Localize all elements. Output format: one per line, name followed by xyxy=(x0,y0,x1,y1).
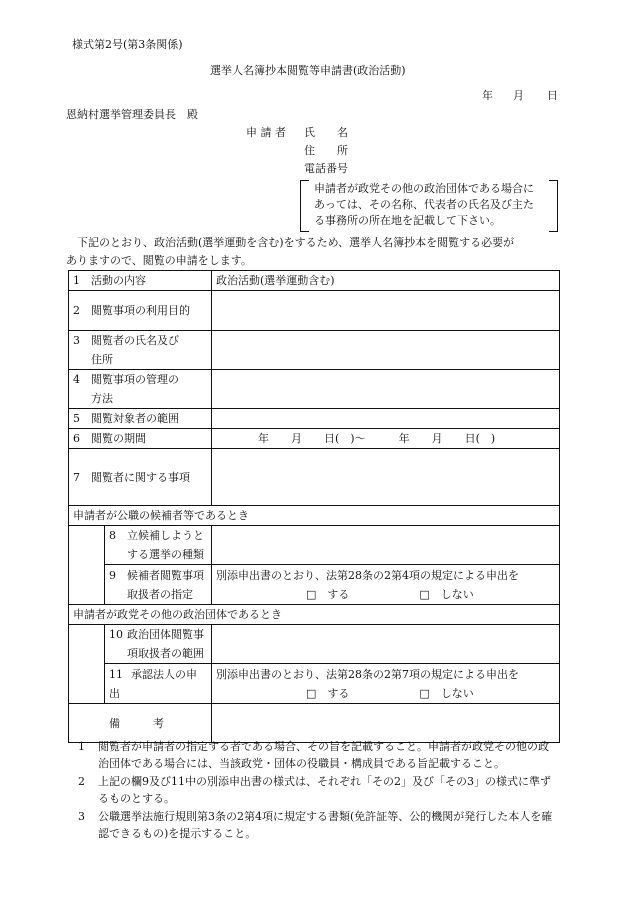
management-method-field[interactable] xyxy=(212,370,560,409)
intro-line-1: 下記のとおり、政治活動(選挙運動を含む)をするため、選挙人名簿抄本を閲覧する必要が xyxy=(66,236,515,249)
table-row xyxy=(69,664,560,704)
table-row xyxy=(69,565,560,605)
row4-label xyxy=(69,370,212,409)
row-number: 9 xyxy=(109,568,116,582)
bracket-line: る事務所の所在地を記載して下さい。 xyxy=(314,214,501,227)
note-number: 3 xyxy=(78,810,85,823)
note-text: 閲覧者が申請者の指定する者である場合、その旨を記載すること。申請者が政党その他の政治団体である場合には、当該政党・団体の役職員・構成員である旨記載すること。 xyxy=(98,740,549,770)
application-table xyxy=(68,270,560,743)
row-number: 11 xyxy=(109,667,123,681)
row-label-text: 承認法人の申出 xyxy=(109,667,197,700)
note-item xyxy=(78,808,558,842)
election-type-field[interactable] xyxy=(212,526,560,565)
purpose-field[interactable] xyxy=(212,291,560,331)
row-number: 2 xyxy=(73,304,80,317)
table-row xyxy=(69,409,560,429)
row1-label xyxy=(69,271,212,291)
checkbox-no[interactable]: □ しない xyxy=(419,686,474,700)
applicant-label: 申 請 者 xyxy=(246,126,286,139)
applicant-phone-label: 電話番号 xyxy=(304,162,348,175)
instruction-bracket xyxy=(300,180,558,232)
request-statement: 別添申出書のとおり、法第28条の2第4項の規定による申出を xyxy=(216,568,519,582)
row-number: 5 xyxy=(73,412,80,425)
table-row xyxy=(69,271,560,291)
note-item xyxy=(78,773,558,807)
row-number: 4 xyxy=(73,373,80,386)
checkbox-yes[interactable]: □ する xyxy=(306,686,350,700)
date-day: 日 xyxy=(547,89,558,102)
row-label-text: 閲覧事項の利用目的 xyxy=(91,304,190,317)
remarks-field[interactable] xyxy=(212,704,560,743)
row11-label xyxy=(105,664,212,704)
row-label-text: 立候補しようと xyxy=(127,529,204,542)
indent-cell xyxy=(69,565,105,605)
party-handler-scope-field[interactable] xyxy=(212,625,560,664)
row9-label xyxy=(105,565,212,605)
row-label-text: 閲覧対象者の範囲 xyxy=(91,412,179,425)
indent-cell xyxy=(69,526,105,565)
row2-label xyxy=(69,291,212,331)
bracket-line: あっては、その名称、代表者の氏名及び主た xyxy=(314,198,534,211)
candidate-handler-field xyxy=(212,565,560,605)
checkbox-yes[interactable]: □ する xyxy=(306,587,350,601)
remarks-label: 備 考 xyxy=(69,704,212,743)
row-label-text: 取扱者の指定 xyxy=(127,587,193,601)
viewer-matters-field[interactable] xyxy=(212,449,560,506)
row-number: 7 xyxy=(73,470,80,484)
indent-cell xyxy=(69,664,105,704)
note-number: 2 xyxy=(78,775,85,788)
table-row xyxy=(69,506,560,526)
intro-line-2: ありますので、閲覧の申請をします。 xyxy=(66,254,252,267)
row-number: 6 xyxy=(73,432,80,445)
table-row xyxy=(69,526,560,565)
bracket-line: 申請者が政党その他の政治団体である場合に xyxy=(314,182,534,195)
request-statement: 別添申出書のとおり、法第28条の2第7項の規定による申出を xyxy=(216,667,519,681)
row-label-text: 閲覧者の氏名及び xyxy=(91,334,179,347)
row-label-text: 項取扱者の範囲 xyxy=(127,647,204,660)
indent-cell xyxy=(69,625,105,664)
applicant-address-label: 住 所 xyxy=(304,144,348,157)
checkbox-no[interactable]: □ しない xyxy=(419,587,474,601)
section-party-header: 申請者が政党その他の政治団体であるとき xyxy=(69,605,560,625)
row-number: 3 xyxy=(73,334,80,347)
target-scope-field[interactable] xyxy=(212,409,560,429)
row-label-text: する選挙の種類 xyxy=(127,548,204,561)
table-row xyxy=(69,291,560,331)
row-label-text: 候補者閲覧事項 xyxy=(127,568,204,582)
bracket-left xyxy=(300,180,309,232)
notes xyxy=(78,738,558,843)
date-month: 月 xyxy=(513,89,524,102)
row7-label xyxy=(69,449,212,506)
row-label-text: 閲覧の期間 xyxy=(91,432,146,445)
form-title: 選挙人名簿抄本閲覧等申請書(政治活動) xyxy=(210,64,406,77)
row6-label xyxy=(69,429,212,449)
table-row xyxy=(69,331,560,370)
row-number: 1 xyxy=(73,274,80,287)
row10-label xyxy=(105,625,212,664)
row-label-text: 閲覧者に関する事項 xyxy=(91,470,190,484)
row-label-text: 政治団体閲覧事 xyxy=(127,628,204,641)
row-number: 8 xyxy=(109,529,116,542)
note-text: 上記の欄9及び11中の別添申出書の様式は、それぞれ「その2」及び「その3」の様式に準ずるものとする。 xyxy=(98,775,551,805)
table-row xyxy=(69,704,560,743)
activity-content-value[interactable]: 政治活動(選挙運動含む) xyxy=(212,271,560,291)
date-year: 年 xyxy=(482,89,493,102)
row-number: 10 xyxy=(109,628,123,641)
note-item xyxy=(78,738,558,772)
row-label-text: 活動の内容 xyxy=(91,274,146,287)
note-number: 1 xyxy=(78,740,85,753)
viewer-name-address-field[interactable] xyxy=(212,331,560,370)
row-label-text: 方法 xyxy=(91,392,113,405)
table-row xyxy=(69,605,560,625)
table-row xyxy=(69,370,560,409)
table-row xyxy=(69,625,560,664)
row5-label xyxy=(69,409,212,429)
table-row xyxy=(69,429,560,449)
row3-label xyxy=(69,331,212,370)
approved-corp-field xyxy=(212,664,560,704)
section-candidate-header: 申請者が公職の候補者等であるとき xyxy=(69,506,560,526)
bracket-text xyxy=(314,181,534,229)
row8-label xyxy=(105,526,212,565)
bracket-right xyxy=(549,180,558,232)
form-number: 様式第2号(第3条関係) xyxy=(72,38,183,51)
viewing-period-field[interactable]: 年 月 日( )～ 年 月 日( ) xyxy=(212,429,560,449)
row-label-text: 住所 xyxy=(91,353,113,366)
row-label-text: 閲覧事項の管理の xyxy=(91,373,179,386)
applicant-name-label: 氏 名 xyxy=(304,126,348,139)
table-row xyxy=(69,449,560,506)
addressee: 恩納村選挙管理委員長 殿 xyxy=(66,108,198,121)
note-text: 公職選挙法施行規則第3条の2第4項に規定する書類(免許証等、公的機関が発行した本人を確認できるもの)を提示すること。 xyxy=(98,810,553,840)
